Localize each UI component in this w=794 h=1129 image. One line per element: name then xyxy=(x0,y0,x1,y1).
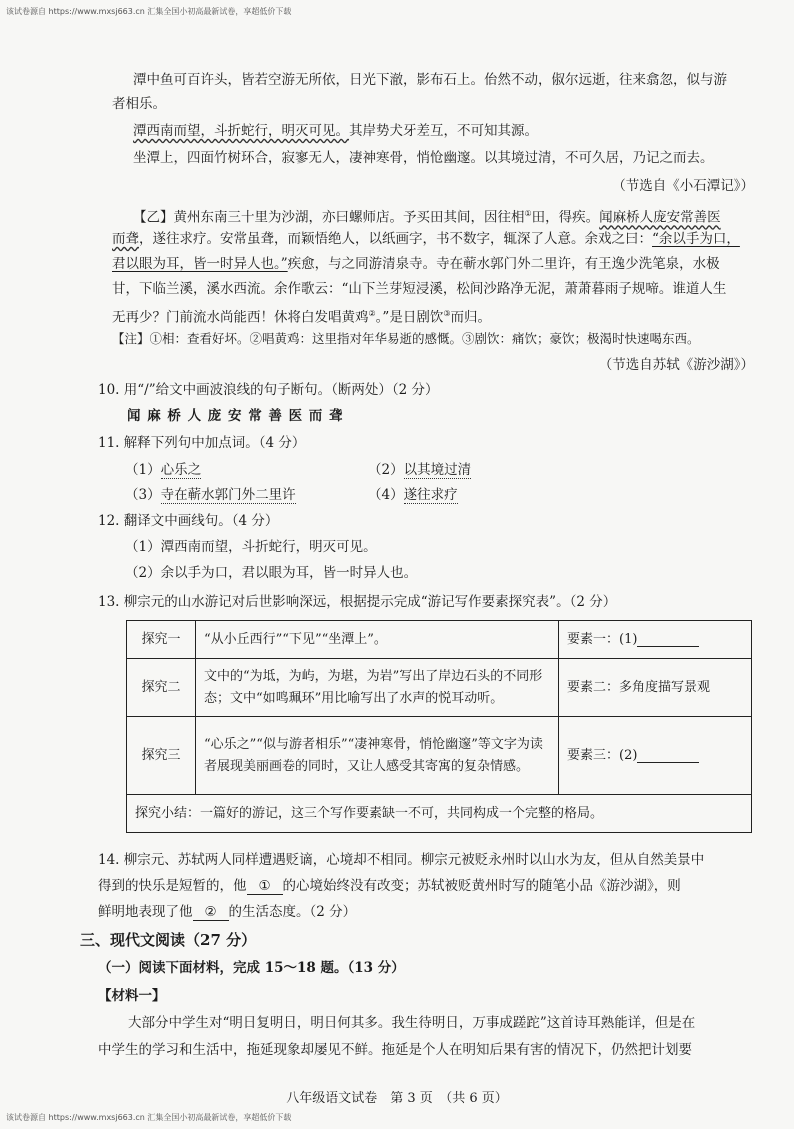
row-label: 探究三 xyxy=(127,717,196,795)
answer-blank[interactable] xyxy=(637,748,699,763)
yi-wavy-sentence-part2: 而聋 xyxy=(112,231,139,247)
jia-paragraph-3: 坐潭上，四面竹树环合，寂寥无人，凄神寒骨，悄怆幽邃。以其境过清，不可久居，乃记之而去。 xyxy=(133,150,714,166)
yi-underlined-sentence-part2: 君以眼为耳，皆一时异人也。” xyxy=(112,256,288,272)
section-3-subtitle: （一）阅读下面材料，完成 15～18 题。（13 分） xyxy=(98,960,405,976)
row-element xyxy=(559,621,752,659)
yi-line-1 xyxy=(133,204,721,228)
q11-item-1 xyxy=(125,460,201,480)
jia-paragraph-2-rest: 其岸势犬牙差互，不可知其源。 xyxy=(349,123,538,139)
q14-line-2a: 得到的快乐是短暂的，他 xyxy=(98,878,247,894)
row-content: “心乐之”“似与游者相乐”“凄神寒骨，悄怆幽邃”等文字为读者展现美丽画卷的同时，又让人感受其寄寓的复杂情感。 xyxy=(196,717,559,795)
q11-item-2 xyxy=(368,460,471,480)
q14-line-3a: 鲜明地表现了他 xyxy=(98,904,193,920)
row-element xyxy=(559,717,752,795)
q11-item-4 xyxy=(368,485,458,505)
yi-line-5c: 而归。 xyxy=(450,309,491,326)
table-row xyxy=(127,621,752,659)
jia-paragraph-1: 潭中鱼可百许头，皆若空游无所依，日光下澈，影布石上。佁然不动，俶尔远逝，往来翕忽，似与游 xyxy=(133,72,727,88)
watermark-bottom: 该试卷源自 https://www.mxsj663.cn 汇集全国小初高最新试卷，享超低价下载 xyxy=(6,1113,292,1122)
yi-annotation: 【注】①相：查看好坏。②唱黄鸡：这里指对年华易逝的感慨。③剧饮：痛饮；豪饮；极渴时快速喝东西。 xyxy=(112,331,700,346)
table-summary: 探究小结：一篇好的游记，这三个写作要素缺一不可，共同构成一个完整的格局。 xyxy=(127,795,752,833)
exploration-table xyxy=(126,620,752,833)
q14-line-3b: 的生活态度。（2 分） xyxy=(228,904,357,920)
material-1-line-1: 大部分中学生对“明日复明日，明日何其多。我生待明日，万事成蹉跎”这首诗耳熟能详，但是在 xyxy=(128,1015,696,1031)
section-3-title: 三、现代文阅读（27 分） xyxy=(80,931,257,949)
yi-line-3-rest: 疾愈，与之同游清泉寺。寺在蕲水郭门外二里许，有王逸少洗笔泉，水极 xyxy=(287,256,720,272)
note-marker-1: ① xyxy=(524,209,532,218)
yi-line-3 xyxy=(112,254,720,274)
jia-paragraph-1-cont: 者相乐。 xyxy=(112,96,166,112)
yi-line-4: 甘，下临兰溪，溪水西流。余作歌云：“山下兰芽短浸溪，松间沙路净无泥，萧萧暮雨子规啼。谁道人生 xyxy=(112,281,727,297)
q14-line-2 xyxy=(98,876,681,896)
q14-blank-2[interactable]: ② xyxy=(193,904,229,921)
jia-paragraph-2 xyxy=(133,121,538,141)
q11-item-2-text: 以其境过清 xyxy=(403,462,472,478)
note-marker-2: ② xyxy=(368,309,376,318)
material-1-label: 【材料一】 xyxy=(98,988,166,1004)
q11-item-3-text: 寺在蕲水郭门外二里许 xyxy=(160,487,296,503)
yi-line-5a: 无再少？门前流水尚能西！休将白发唱黄鸡 xyxy=(112,309,369,326)
yi-line-2-rest: ，遂往求疗。安常虽聋，而颖悟绝人，以纸画字，书不数字，辄深了人意。余戏之曰： xyxy=(139,231,652,247)
page-footer: 八年级语文试卷 第 3 页 （共 6 页） xyxy=(286,1091,508,1106)
q13-stem: 13. 柳宗元的山水游记对后世影响深远，根据提示完成“游记写作要素探究表”。（2 分） xyxy=(98,594,617,610)
q10-sentence: 闻 麻 桥 人 庞 安 常 善 医 而 聋 xyxy=(127,408,344,424)
yi-line-5 xyxy=(112,304,491,328)
yi-line-2 xyxy=(112,229,740,249)
q11-item-2-num: （2） xyxy=(368,462,404,478)
jia-source: （节选自《小石潭记》） xyxy=(612,178,754,194)
answer-blank[interactable] xyxy=(637,632,699,647)
q12-item-1: （1）潭西南而望，斗折蛇行，明灭可见。 xyxy=(125,539,377,555)
table-row xyxy=(127,717,752,795)
row-content: “从小丘西行”“下见”“坐潭上”。 xyxy=(196,621,559,659)
q14-blank-1[interactable]: ① xyxy=(247,878,283,895)
table-row xyxy=(127,795,752,833)
yi-wavy-sentence-part1: 闻麻桥人庞安常善医 xyxy=(599,209,721,226)
row-element-text: 要素三：(2) xyxy=(567,747,638,763)
row-content: 文中的“为坻，为屿，为堪，为岩”写出了岸边石头的不同形态；文中“如鸣珮环”用比喻写出了水声的悦耳动听。 xyxy=(196,659,559,717)
q12-stem: 12. 翻译文中画线句。（4 分） xyxy=(98,513,279,529)
yi-underlined-sentence-part1: “余以手为口， xyxy=(652,231,740,247)
q11-item-4-text: 遂往求疗 xyxy=(403,487,458,503)
jia-wavy-sentence: 潭西南而望，斗折蛇行，明灭可见。 xyxy=(133,123,349,139)
q11-item-4-num: （4） xyxy=(368,487,404,503)
row-label: 探究二 xyxy=(127,659,196,717)
q14-line-2b: 的心境始终没有改变；苏轼被贬黄州时写的随笔小品《游沙湖》，则 xyxy=(282,878,681,894)
material-1-line-2: 中学生的学习和生活中，拖延现象却屡见不鲜。拖延是个人在明知后果有害的情况下，仍然把计划要 xyxy=(98,1042,692,1058)
q14-line-1: 14. 柳宗元、苏轼两人同样遭遇贬谪，心境却不相同。柳宗元被贬永州时以山水为友，但从自然美景中 xyxy=(98,852,705,868)
watermark-top: 该试卷源自 https://www.mxsj663.cn 汇集全国小初高最新试卷，享超低价下载 xyxy=(6,7,292,16)
yi-line-5b: 。”是日剧饮 xyxy=(375,309,444,326)
q11-item-3 xyxy=(125,485,296,505)
q14-line-3 xyxy=(98,902,356,922)
q11-stem: 11. 解释下列句中加点词。（4 分） xyxy=(98,435,306,451)
q12-item-2: （2）余以手为口，君以眼为耳，皆一时异人也。 xyxy=(125,565,418,581)
note-marker-3: ③ xyxy=(443,309,451,318)
yi-source: （节选自苏轼《游沙湖》） xyxy=(598,357,754,373)
q11-item-1-text: 心乐之 xyxy=(160,462,202,478)
q10-stem: 10. 用“/”给文中画波浪线的句子断句。（断两处）（2 分） xyxy=(98,382,439,398)
row-element-text: 要素一：(1) xyxy=(567,631,638,647)
row-element: 要素二：多角度描写景观 xyxy=(559,659,752,717)
table-row xyxy=(127,659,752,717)
q11-item-3-num: （3） xyxy=(125,487,161,503)
q11-item-1-num: （1） xyxy=(125,462,161,478)
yi-line-1-tail: 田，得疾。 xyxy=(531,209,600,226)
yi-line-1-head: 【乙】黄州东南三十里为沙湖，亦曰螺师店。予买田其间，因往相 xyxy=(133,209,525,226)
row-label: 探究一 xyxy=(127,621,196,659)
